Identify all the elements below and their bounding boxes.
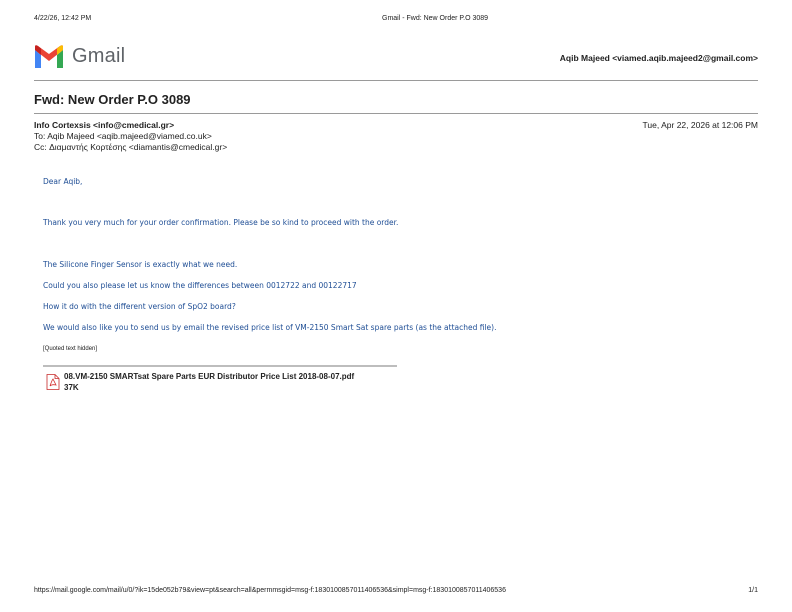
- divider: [34, 113, 758, 114]
- attachment-name[interactable]: 08.VM-2150 SMARTsat Spare Parts EUR Distributor Price List 2018-08-07.pdf: [64, 372, 355, 381]
- attachment-divider: [43, 365, 397, 367]
- print-page-number: 1/1: [748, 587, 758, 594]
- body-paragraph: Thank you very much for your order confirmation. Please be so kind to proceed with the order.: [43, 218, 399, 227]
- recipient-to: To: Aqib Majeed <aqib.majeed@viamed.co.uk>: [34, 131, 212, 141]
- recipient-cc: Cc: Διαμαντής Κορτέσης <diamantis@cmedical.gr>: [34, 142, 228, 152]
- sender: Info Cortexsis <info@cmedical.gr>: [34, 120, 175, 130]
- gmail-wordmark: Gmail: [72, 45, 126, 67]
- quoted-text-toggle[interactable]: [Quoted text hidden]: [43, 346, 98, 352]
- email-subject: Fwd: New Order P.O 3089: [34, 92, 191, 107]
- body-paragraph: Dear Aqib,: [43, 177, 83, 186]
- account-email: Aqib Majeed <viamed.aqib.majeed2@gmail.com>: [559, 53, 758, 63]
- body-paragraph: We would also like you to send us by email the revised price list of VM-2150 Smart Sat spare parts (as the attached file).: [43, 323, 497, 332]
- body-paragraph: Could you also please let us know the differences between 0012722 and 00122717: [43, 281, 357, 290]
- print-page-title: Gmail - Fwd: New Order P.O 3089: [382, 15, 489, 22]
- email-date: Tue, Apr 22, 2026 at 12:06 PM: [642, 120, 758, 130]
- attachment-size: 37K: [64, 383, 79, 392]
- divider: [34, 80, 758, 81]
- print-url: https://mail.google.com/mail/u/0/?ik=15de052b79&view=pt&search=all&permmsgid=msg-f:1830100857011406536&simpl=msg-f:1830100857011406536: [34, 587, 506, 594]
- pdf-icon: [46, 374, 60, 390]
- body-paragraph: How it do with the different version of SpO2 board?: [43, 302, 236, 311]
- print-datetime: 4/22/26, 12:42 PM: [34, 15, 92, 22]
- body-paragraph: The Silicone Finger Sensor is exactly what we need.: [43, 260, 238, 269]
